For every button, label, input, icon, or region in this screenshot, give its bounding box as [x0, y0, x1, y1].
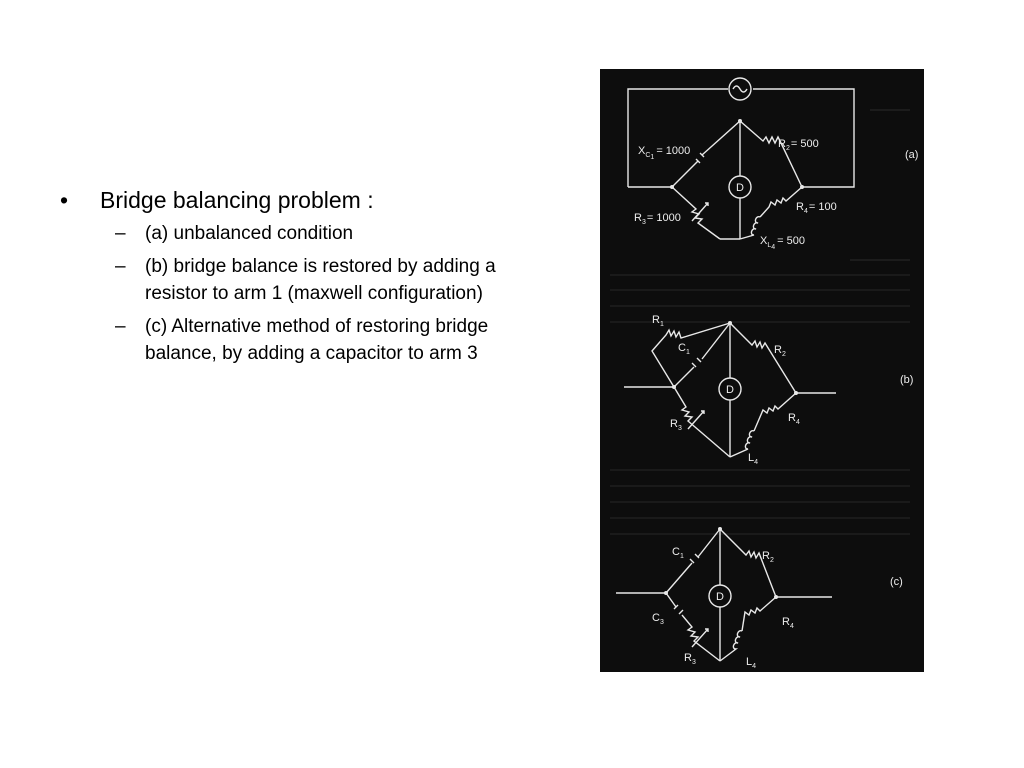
arm-b-c1-wires [674, 323, 730, 387]
detector-c-label: D [716, 591, 724, 603]
resistor-c-r2-icon [720, 529, 776, 597]
label-b-r4: $R_4$ [788, 412, 800, 426]
circuit-c [616, 527, 903, 670]
label-a-r2: $R_2= 500$ [778, 138, 819, 152]
label-b-r1: $R_1$ [652, 314, 664, 328]
capacitor-c-c1-icon [690, 554, 699, 563]
label-b-c1: $C_1$ [678, 342, 690, 356]
label-c-c3: $C_3$ [652, 612, 664, 626]
label-b-l4: $L_4$ [748, 452, 759, 466]
circuit-a [628, 78, 918, 251]
label-c-l4: $L_4$ [746, 656, 757, 670]
label-a-xc1: $X_C1= 1000$ [638, 145, 691, 161]
sub-bullet-a [60, 220, 500, 247]
capacitor-b-c1-icon [692, 358, 701, 367]
sub-bullet-text: (c) Alternative method of restoring bridge balance, by adding a capacitor to arm 3 [145, 316, 489, 364]
label-c-c1: $C_1$ [672, 546, 684, 560]
label-a-r4: $R_4= 100$ [796, 201, 837, 215]
inductor-c-l4-icon [720, 631, 742, 661]
bullet-list [60, 184, 500, 373]
label-b-tag: (b) [900, 374, 914, 386]
sub-bullet-text: (a) unbalanced condition [145, 223, 354, 244]
dash-marker: – [115, 316, 126, 337]
resistor-b-r3-icon [674, 387, 730, 457]
bullet-main [60, 184, 500, 216]
arm-c-c1-wires [666, 529, 720, 593]
dash-marker: – [115, 223, 126, 244]
label-b-r2: $R_2$ [774, 344, 786, 358]
bullet-main-text: Bridge balancing problem : [100, 187, 374, 213]
resistor-b-r1-icon [652, 323, 730, 387]
arm-a-c1-wire1 [672, 161, 698, 187]
label-c-r3: $R_3$ [684, 652, 696, 666]
detector-a-label: D [736, 182, 744, 194]
variable-arrow-b-icon [688, 411, 704, 429]
detector-b-label: D [726, 384, 734, 396]
resistor-b-r2-icon [730, 323, 796, 393]
label-b-r3: $R_3$ [670, 418, 682, 432]
circuit-b [624, 314, 913, 466]
sub-bullet-c [60, 313, 500, 367]
dash-marker: – [115, 256, 126, 277]
sub-bullet-text: (b) bridge balance is restored by adding a resistor to arm 1 (maxwell configuration) [145, 256, 496, 304]
bridge-circuits-figure [600, 69, 924, 672]
ac-wave-icon [733, 86, 747, 92]
circuit-diagrams [600, 69, 924, 672]
bullet-marker: • [60, 187, 69, 213]
label-c-r2: $R_2$ [762, 550, 774, 564]
arm-a-c1-wire2 [702, 121, 740, 155]
inductor-a-l4-icon [740, 217, 760, 239]
label-c-tag: (c) [890, 576, 903, 588]
sub-bullet-b [60, 253, 500, 307]
label-a-r3: $R_3= 1000$ [634, 212, 681, 226]
label-a-xl4: $X_L4= 500$ [760, 235, 805, 251]
wire-a-left [628, 89, 728, 187]
resistor-a-r2-icon [740, 121, 802, 187]
resistor-c-r4-icon [742, 597, 776, 631]
label-a-tag: (a) [905, 149, 919, 161]
label-c-r4: $R_4$ [782, 616, 794, 630]
